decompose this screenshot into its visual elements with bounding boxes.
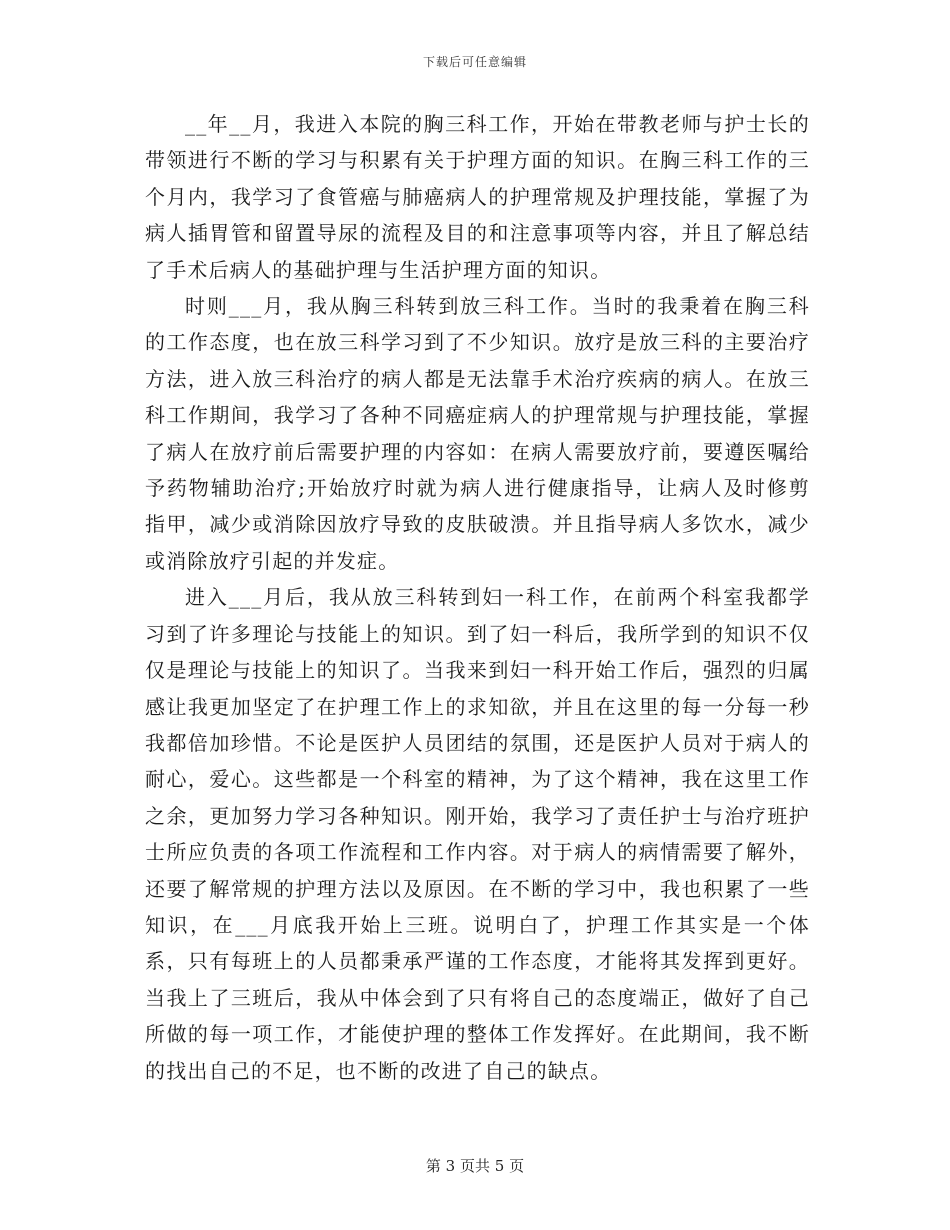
paragraph-1: __年__月，我进入本院的胸三科工作，开始在带教老师与护士长的带领进行不断的学习与积累有关于护理方面的知识。在胸三科工作的三个月内，我学习了食管癌与肺癌病人的护理常规及护理技能，掌握了为病人插胃管和留置导尿的流程及目的和注意事项等内容，并且了解总结了手术后病人的基础护理与生活护理方面的知识。 <box>145 112 810 282</box>
page-header-note: 下载后可任意编辑 <box>422 55 527 69</box>
document-body <box>145 106 810 1089</box>
paragraph-2: 时则___月，我从胸三科转到放三科工作。当时的我秉着在胸三科的工作态度，也在放三科学习到了不少知识。放疗是放三科的主要治疗方法，进入放三科治疗的病人都是无法靠手术治疗疾病的病人。在放三科工作期间，我学习了各种不同癌症病人的护理常规与护理技能，掌握了病人在放疗前后需要护理的内容如：在病人需要放疗前，要遵医嘱给予药物辅助治疗;开始放疗时就为病人进行健康指导，让病人及时修剪指甲，减少或消除因放疗导致的皮肤破溃。并且指导病人多饮水，减少或消除放疗引起的并发症。 <box>145 294 810 573</box>
page-number-footer: 第 3 页共 5 页 <box>425 1157 525 1175</box>
paragraph-3: 进入___月后，我从放三科转到妇一科工作，在前两个科室我都学习到了许多理论与技能上的知识。到了妇一科后，我所学到的知识不仅仅是理论与技能上的知识了。当我来到妇一科开始工作后，强烈的归属感让我更加坚定了在护理工作上的求知欲，并且在这里的每一分每一秒我都倍加珍惜。不论是医护人员团结的氛围，还是医护人员对于病人的耐心，爱心。这些都是一个科室的精神，为了这个精神，我在这里工作之余，更加努力学习各种知识。刚开始，我学习了责任护士与治疗班护士所应负责的各项工作流程和工作内容。对于病人的病情需要了解外，还要了解常规的护理方法以及原因。在不断的学习中，我也积累了一些知识，在___月底我开始上三班。说明白了，护理工作其实是一个体系，只有每班上的人员都秉承严谨的工作态度，才能将其发挥到更好。当我上了三班后，我从中体会到了只有将自己的态度端正，做好了自己所做的每一项工作，才能使护理的整体工作发挥好。在此期间，我不断的找出自己的不足，也不断的改进了自己的缺点。 <box>145 585 810 1083</box>
